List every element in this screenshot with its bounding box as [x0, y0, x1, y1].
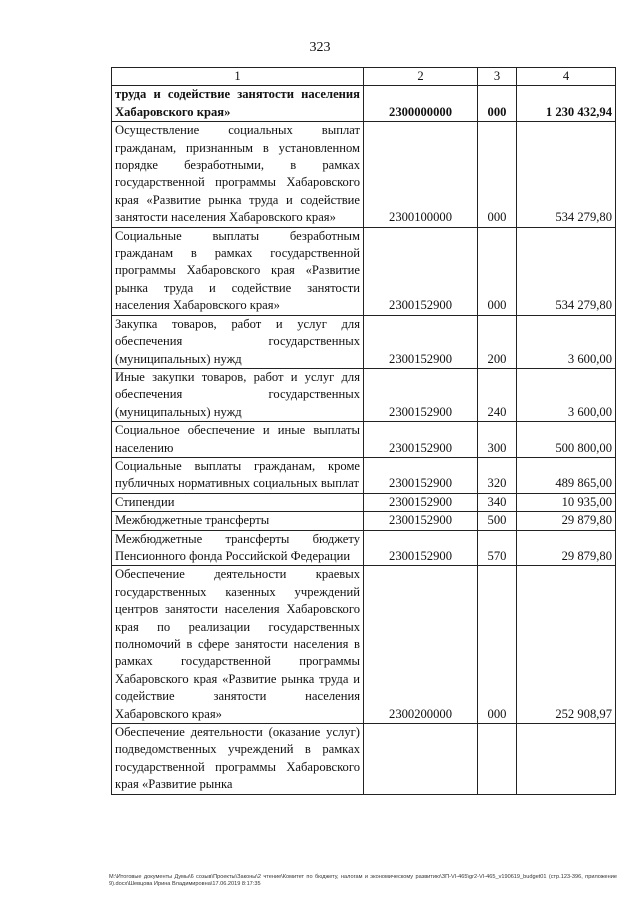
row-amount: 500 800,00 [517, 422, 616, 458]
row-name: Межбюджетные трансферты бюджету Пенсионного фонда Российской Федерации [112, 530, 364, 566]
row-amount: 1 230 432,94 [517, 86, 616, 122]
row-amount [517, 724, 616, 795]
row-code: 2300152900 [364, 422, 478, 458]
row-name: Социальные выплаты гражданам, кроме публичных нормативных социальных выплат [112, 457, 364, 493]
row-amount: 3 600,00 [517, 315, 616, 368]
row-name: Социальное обеспечение и иные выплаты населению [112, 422, 364, 458]
row-code: 2300152900 [364, 315, 478, 368]
row-amount: 252 908,97 [517, 566, 616, 724]
column-header-3: 3 [478, 68, 517, 86]
row-amount: 29 879,80 [517, 530, 616, 566]
row-type: 570 [478, 530, 517, 566]
row-type: 000 [478, 86, 517, 122]
row-code: 2300152900 [364, 227, 478, 315]
row-name: Социальные выплаты безработным гражданам в рамках государственной программы Хабаровского края «Развитие рынка труда и содействие занятости населения Хабаровского края» [112, 227, 364, 315]
row-code: 2300100000 [364, 122, 478, 227]
row-type: 500 [478, 512, 517, 530]
column-header-4: 4 [517, 68, 616, 86]
document-path-footer: М:\Итоговые документы Думы\6 созыв\Проекты\Законы\2 чтение\Комитет по бюджету, налогам и экономическому развитию\ЗП-VI-465\gr2-VI-465_v190619_budget01 (стр.123-396, приложение 9).docx\Шевцова Ирина Владимировна\17.06.2019 8:17:35 [109, 874, 617, 887]
table-row [112, 457, 616, 493]
table-header-row [112, 68, 616, 86]
column-header-1: 1 [112, 68, 364, 86]
row-name: Межбюджетные трансферты [112, 512, 364, 530]
row-type: 340 [478, 493, 517, 511]
row-type: 320 [478, 457, 517, 493]
table-row [112, 724, 616, 795]
row-name: Стипендии [112, 493, 364, 511]
row-name: Закупка товаров, работ и услуг для обеспечения государственных (муниципальных) нужд [112, 315, 364, 368]
row-amount: 29 879,80 [517, 512, 616, 530]
table-row [112, 227, 616, 315]
row-amount: 534 279,80 [517, 227, 616, 315]
column-header-2: 2 [364, 68, 478, 86]
table-row [112, 493, 616, 511]
row-amount: 3 600,00 [517, 368, 616, 421]
table-row [112, 315, 616, 368]
row-code: 2300152900 [364, 457, 478, 493]
row-code: 2300152900 [364, 493, 478, 511]
row-amount: 534 279,80 [517, 122, 616, 227]
row-type: 000 [478, 566, 517, 724]
table-row [112, 512, 616, 530]
row-code: 2300152900 [364, 368, 478, 421]
table-row [112, 122, 616, 227]
row-name: Иные закупки товаров, работ и услуг для обеспечения государственных (муниципальных) нужд [112, 368, 364, 421]
page-number: 323 [309, 40, 331, 55]
row-amount: 10 935,00 [517, 493, 616, 511]
table-row [112, 422, 616, 458]
row-type [478, 724, 517, 795]
row-name: Осуществление социальных выплат гражданам, признанным в установленном порядке безработными, в рамках государственной программы Хабаровского края «Развитие рынка труда и содействие занятости населения Хабаровского края» [112, 122, 364, 227]
row-code: 2300152900 [364, 530, 478, 566]
row-type: 240 [478, 368, 517, 421]
table-row [112, 530, 616, 566]
table-row [112, 86, 616, 122]
budget-table [111, 67, 616, 795]
row-name: труда и содействие занятости населения Хабаровского края» [112, 86, 364, 122]
row-code: 2300000000 [364, 86, 478, 122]
table-row [112, 566, 616, 724]
row-type: 000 [478, 227, 517, 315]
row-code: 2300200000 [364, 566, 478, 724]
row-type: 200 [478, 315, 517, 368]
row-type: 000 [478, 122, 517, 227]
row-name: Обеспечение деятельности краевых государственных казенных учреждений центров занятости населения Хабаровского края по реализации государственных полномочий в сфере занятости населения в рамках государственной программы Хабаровского края «Развитие рынка труда и содействие занятости населения Хабаровского края» [112, 566, 364, 724]
row-type: 300 [478, 422, 517, 458]
row-code [364, 724, 478, 795]
row-name: Обеспечение деятельности (оказание услуг) подведомственных учреждений в рамках государственной программы Хабаровского края «Развитие рынка [112, 724, 364, 795]
row-code: 2300152900 [364, 512, 478, 530]
row-amount: 489 865,00 [517, 457, 616, 493]
table-row [112, 368, 616, 421]
